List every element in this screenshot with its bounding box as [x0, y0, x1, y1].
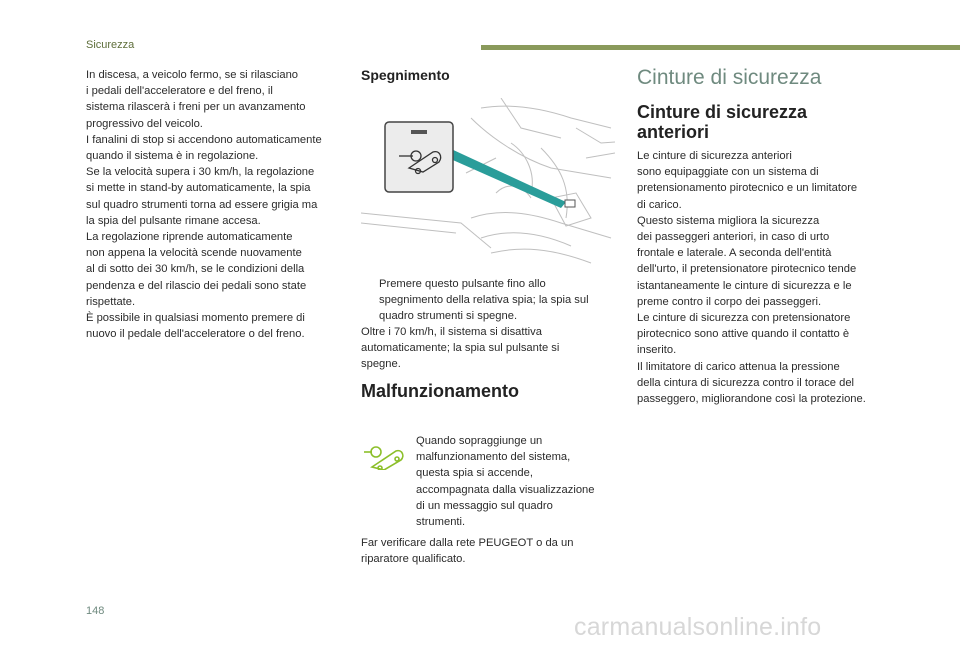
text-line: Le cinture di sicurezza con pretensionatore — [637, 312, 851, 325]
spegnimento-heading: Spegnimento — [361, 67, 450, 83]
text-line: Questo sistema migliora la sicurezza — [637, 214, 820, 227]
text-line: automaticamente; la spia sul pulsante si — [361, 342, 560, 355]
cinture-title: Cinture di sicurezza — [637, 66, 822, 89]
malfunzionamento-heading: Malfunzionamento — [361, 381, 519, 401]
text-line: Se la velocità supera i 30 km/h, la regolazione — [86, 166, 315, 179]
text-line: sono equipaggiate con un sistema di — [637, 166, 819, 179]
text-line: di un messaggio sul quadro — [416, 499, 553, 512]
text-line: preme contro il corpo dei passeggeri. — [637, 295, 822, 308]
text-line: accompagnata dalla visualizzazione — [416, 483, 595, 496]
console-button-illustration — [361, 98, 615, 268]
malfunzionamento-text — [416, 433, 614, 530]
cinture-body — [637, 148, 899, 407]
text-line: La regolazione riprende automaticamente — [86, 231, 293, 244]
text-line: i pedali dell'acceleratore e del freno, il — [86, 85, 273, 98]
text-line: spegne. — [361, 358, 401, 371]
bullet-line: spegnimento della relativa spia; la spia sul — [379, 294, 589, 307]
text-line: rispettate. — [86, 295, 136, 308]
heading-line: Cinture di sicurezza — [637, 102, 808, 122]
intro-column — [86, 67, 348, 342]
text-line: dei passeggeri anteriori, in caso di urto — [637, 231, 830, 244]
watermark: carmanualsonline.info — [574, 613, 822, 641]
text-line: pretensionamento pirotecnico e un limitatore — [637, 182, 858, 195]
text-line: sistema rilascerà i freni per un avanzamento — [86, 101, 306, 114]
text-line: Il limitatore di carico attenua la pressione — [637, 360, 840, 373]
page-number: 148 — [86, 605, 105, 617]
text-line: dell'urto, il pretensionatore pirotecnico tende — [637, 263, 857, 276]
text-line: inserito. — [637, 344, 677, 357]
text-line: passeggero, migliorandone così la protezione. — [637, 393, 866, 406]
text-line: Far verificare dalla rete PEUGEOT o da un — [361, 537, 574, 549]
text-line: istantaneamente le cinture di sicurezza e le — [637, 279, 852, 292]
text-line: pirotecnico sono attive quando il contatto è — [637, 328, 850, 341]
text-line: strumenti. — [416, 516, 466, 529]
text-line: non appena la velocità scende nuovamente — [86, 247, 302, 260]
spegnimento-bullet — [361, 276, 611, 325]
text-line: al di sotto dei 30 km/h, se le condizioni della — [86, 263, 305, 276]
text-line: riparatore qualificato. — [361, 553, 466, 566]
text-line: frontale e laterale. A seconda dell'entità — [637, 247, 832, 260]
text-line: nuovo il pedale dell'acceleratore o del freno. — [86, 328, 305, 341]
hill-start-warning-icon — [362, 440, 406, 470]
text-line: pendenza e del rilascio dei pedali sono state — [86, 279, 307, 292]
section-label: Sicurezza — [86, 39, 135, 51]
text-line: malfunzionamento del sistema, — [416, 451, 571, 464]
text-line: È possibile in qualsiasi momento premere di — [86, 312, 305, 325]
text-line: questa spia si accende, — [416, 467, 533, 480]
text-line: si mette in stand-by automaticamente, la spia — [86, 182, 311, 195]
text-line: I fanalini di stop si accendono automaticamente — [86, 133, 322, 146]
header-bar — [481, 45, 960, 50]
malfunzionamento-footer — [361, 535, 611, 567]
cinture-anteriori-heading — [637, 102, 877, 142]
bullet-line: quadro strumenti si spegne. — [379, 310, 518, 323]
text-line: sul quadro strumenti torna ad essere grigia ma — [86, 198, 318, 211]
text-line: In discesa, a veicolo fermo, se si rilasciano — [86, 69, 299, 81]
text-line: progressivo del veicolo. — [86, 117, 203, 130]
heading-line: anteriori — [637, 122, 710, 142]
text-line: di carico. — [637, 198, 682, 211]
text-line: Quando sopraggiunge un — [416, 435, 543, 447]
bullet-line: Premere questo pulsante fino allo — [379, 278, 546, 290]
text-line: quando il sistema è in regolazione. — [86, 150, 259, 163]
text-line: Le cinture di sicurezza anteriori — [637, 150, 792, 162]
spegnimento-note — [361, 324, 611, 373]
text-line: la spia del pulsante rimane accesa. — [86, 214, 261, 227]
text-line: Oltre i 70 km/h, il sistema si disattiva — [361, 326, 542, 338]
text-line: della cintura di sicurezza contro il torace del — [637, 376, 855, 389]
